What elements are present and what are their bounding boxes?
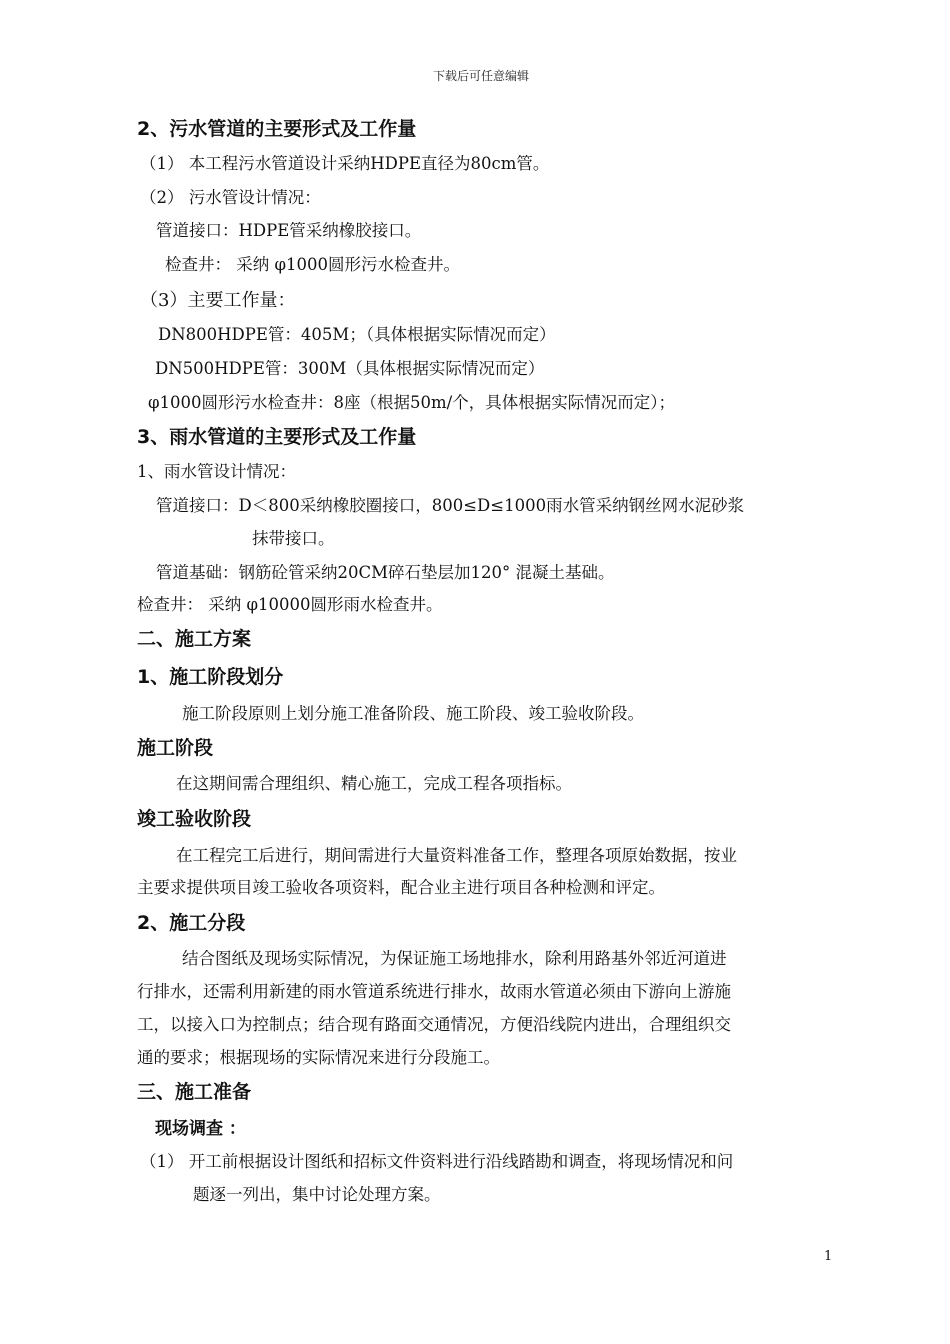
paragraph-line: （3）主要工作量： <box>140 290 296 311</box>
paragraph-line: （1） 本工程污水管道设计采纳HDPE直径为80cm管。 <box>140 154 550 173</box>
paragraph-line: 检查井： 采纳 φ10000圆形雨水检查井。 <box>137 595 443 614</box>
page-number: 1 <box>824 1249 833 1264</box>
paragraph-line: DN800HDPE管：405M；（具体根据实际情况而定） <box>158 325 556 344</box>
section-heading: 2、施工分段 <box>137 912 246 934</box>
paragraph-line: 施工阶段原则上划分施工准备阶段、施工阶段、竣工验收阶段。 <box>182 704 644 723</box>
section-heading: 1、施工阶段划分 <box>137 666 284 688</box>
section-heading: 2、污水管道的主要形式及工作量 <box>137 118 417 140</box>
paragraph-line: 行排水，还需利用新建的雨水管道系统进行排水，故雨水管道必须由下游向上游施 <box>137 982 731 1001</box>
paragraph-line: 管道接口：D＜800采纳橡胶圈接口，800≤D≤1000雨水管采纳钢丝网水泥砂浆 <box>156 496 745 515</box>
paragraph-line: 在这期间需合理组织、精心施工，完成工程各项指标。 <box>176 774 572 793</box>
paragraph-line: φ1000圆形污水检查井：8座（根据50m/个，具体根据实际情况而定）； <box>148 393 675 412</box>
paragraph-line: 检查井： 采纳 φ1000圆形污水检查井。 <box>165 255 461 274</box>
paragraph-line: 管道接口：HDPE管采纳橡胶接口。 <box>156 221 422 240</box>
paragraph-line: 题逐一列出，集中讨论处理方案。 <box>193 1185 441 1204</box>
section-heading: 3、雨水管道的主要形式及工作量 <box>137 426 417 448</box>
paragraph-line: 工，以接入口为控制点；结合现有路面交通情况，方便沿线院内进出，合理组织交 <box>137 1015 731 1034</box>
section-heading: 竣工验收阶段 <box>137 808 252 830</box>
subsection-heading: 现场调查 ： <box>155 1119 246 1139</box>
section-heading: 二、施工方案 <box>137 628 252 650</box>
section-heading: 施工阶段 <box>137 737 214 759</box>
paragraph-line: （2） 污水管设计情况： <box>140 188 321 207</box>
paragraph-line: （1） 开工前根据设计图纸和招标文件资料进行沿线踏勘和调查，将现场情况和问 <box>140 1152 734 1171</box>
paragraph-line: 在工程完工后进行，期间需进行大量资料准备工作，整理各项原始数据，按业 <box>176 846 737 865</box>
paragraph-line: 抹带接口。 <box>252 529 335 548</box>
paragraph-line: 通的要求；根据现场的实际情况来进行分段施工。 <box>137 1048 500 1067</box>
paragraph-line: 1、雨水管设计情况： <box>137 462 296 481</box>
page-header: 下载后可任意编辑 <box>433 69 530 83</box>
paragraph-line: 管道基础：钢筋砼管采纳20CM碎石垫层加120° 混凝土基础。 <box>156 563 615 582</box>
paragraph-line: 结合图纸及现场实际情况，为保证施工场地排水，除利用路基外邻近河道进 <box>182 949 727 968</box>
paragraph-line: 主要求提供项目竣工验收各项资料，配合业主进行项目各种检测和评定。 <box>137 878 665 897</box>
section-heading: 三、施工准备 <box>137 1081 252 1103</box>
paragraph-line: DN500HDPE管：300M（具体根据实际情况而定） <box>155 359 545 378</box>
